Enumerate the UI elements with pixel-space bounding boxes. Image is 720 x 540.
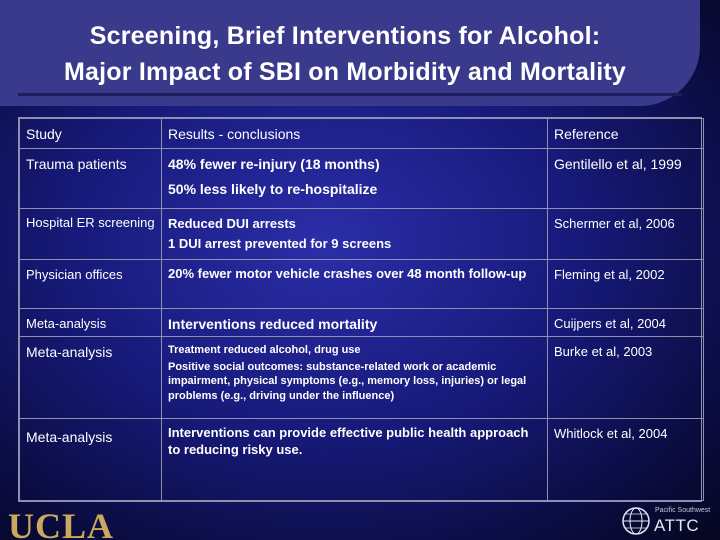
reference-cell: Whitlock et al, 2004 — [548, 418, 704, 500]
title-banner — [0, 0, 720, 108]
table-row — [20, 260, 704, 309]
attc-wordmark: ATTC — [654, 516, 700, 535]
ucla-logo: UCLA — [8, 506, 115, 540]
result-line: Positive social outcomes: substance-related work or academic impairment, physical symptoms (e.g., memory loss, injuries) or legal problems (e.g., driving under the influence) — [168, 361, 527, 402]
result-line: Interventions reduced mortality — [168, 316, 378, 332]
result-line: 1 DUI arrest prevented for 9 screens — [168, 235, 392, 251]
result-line: 20% fewer motor vehicle crashes over 48 month follow-up — [168, 266, 527, 281]
title-underline — [18, 93, 682, 96]
header-study: Study — [20, 119, 162, 149]
study-cell: Physician offices — [20, 260, 162, 309]
study-cell: Meta-analysis — [20, 336, 162, 418]
attc-logo — [620, 505, 710, 537]
reference-cell: Cuijpers et al, 2004 — [548, 309, 704, 337]
results-table — [18, 117, 702, 502]
globe-icon — [620, 505, 652, 537]
table-header-row — [20, 119, 704, 149]
study-cell: Meta-analysis — [20, 418, 162, 500]
slide-title-line-2: Major Impact of SBI on Morbidity and Mortality — [64, 58, 626, 86]
study-cell: Trauma patients — [20, 149, 162, 209]
reference-cell: Gentilello et al, 1999 — [548, 149, 704, 209]
slide-title-line-1: Screening, Brief Interventions for Alcohol: — [89, 22, 601, 50]
reference-cell: Burke et al, 2003 — [548, 336, 704, 418]
table-row — [20, 309, 704, 337]
results-cell — [162, 309, 548, 337]
result-line: Reduced DUI arrests — [168, 216, 296, 231]
results-cell — [162, 149, 548, 209]
study-cell: Meta-analysis — [20, 309, 162, 337]
study-cell: Hospital ER screening — [20, 209, 162, 260]
table-row — [20, 209, 704, 260]
results-cell — [162, 418, 548, 500]
reference-cell: Fleming et al, 2002 — [548, 260, 704, 309]
results-cell — [162, 209, 548, 260]
header-reference: Reference — [548, 119, 704, 149]
result-line: 50% less likely to re-hospitalize — [168, 180, 378, 197]
results-cell — [162, 336, 548, 418]
result-line: Treatment reduced alcohol, drug use — [168, 343, 361, 356]
table-row — [20, 336, 704, 418]
table-row — [20, 418, 704, 500]
result-line: 48% fewer re-injury (18 months) — [168, 156, 380, 172]
header-results: Results - conclusions — [162, 119, 548, 149]
title-background — [0, 0, 700, 106]
reference-cell: Schermer et al, 2006 — [548, 209, 704, 260]
result-line: Interventions can provide effective public health approach to reducing risky use. — [168, 424, 529, 457]
results-cell — [162, 260, 548, 309]
attc-tagline: Pacific Southwest — [655, 507, 711, 514]
table-row — [20, 149, 704, 209]
